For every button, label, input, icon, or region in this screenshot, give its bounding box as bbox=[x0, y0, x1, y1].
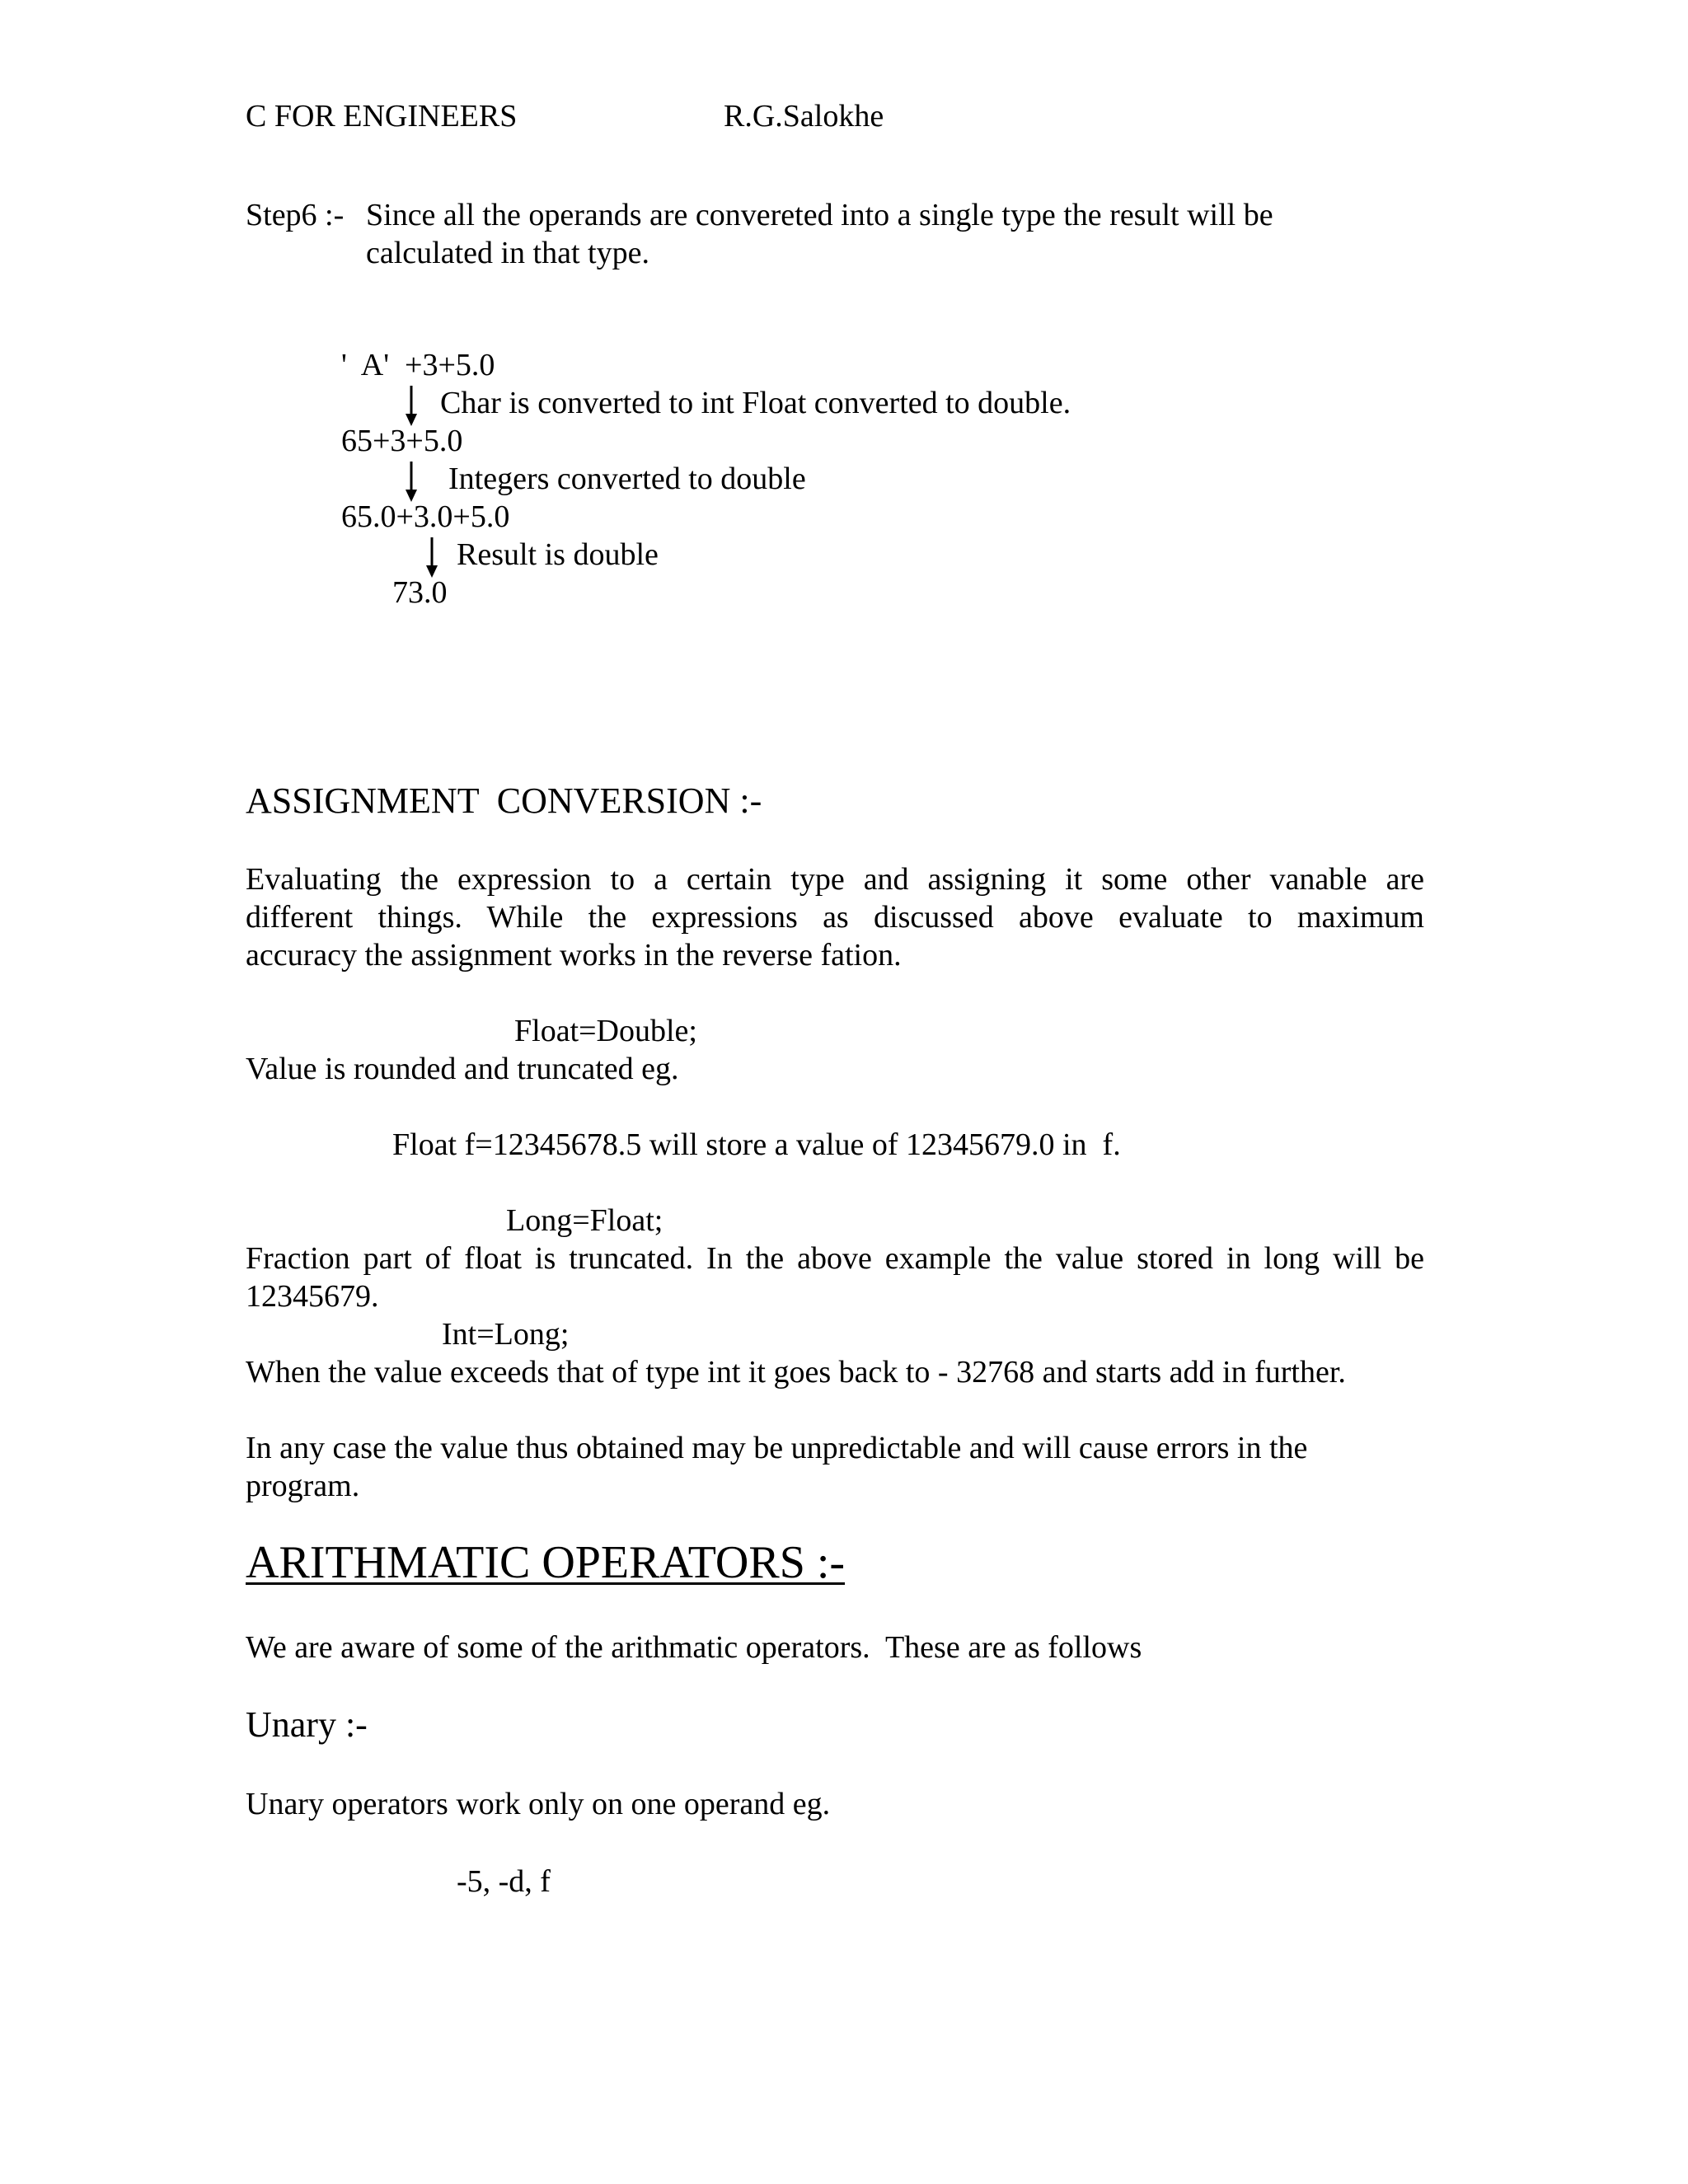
header-author: R.G.Salokhe bbox=[724, 99, 884, 134]
case-int-long-desc: When the value exceeds that of type int it goes back to - 32768 and starts add in further. bbox=[246, 1355, 1346, 1390]
arithmatic-intro: We are aware of some of the arithmatic operators. These are as follows bbox=[246, 1630, 1142, 1665]
case-float-double-desc: Value is rounded and truncated eg. bbox=[246, 1052, 679, 1086]
down-arrow-icon bbox=[403, 462, 420, 503]
assignment-closing-line2: program. bbox=[246, 1469, 360, 1503]
expr-char-int-float: ' A' +3+5.0 bbox=[341, 348, 495, 382]
arithmatic-heading: ARITHMATIC OPERATORS :- bbox=[246, 1537, 846, 1588]
down-arrow-icon bbox=[424, 537, 440, 579]
step6-label: Step6 :- bbox=[246, 198, 345, 232]
step6-line2: calculated in that type. bbox=[366, 236, 649, 270]
case-long-float-desc-line: 12345679. bbox=[246, 1279, 379, 1314]
header-title: C FOR ENGINEERS bbox=[246, 99, 518, 134]
expr-result: 73.0 bbox=[392, 575, 448, 610]
case-float-double: Float=Double; bbox=[514, 1014, 697, 1048]
case-long-float-desc-line: Fraction part of float is truncated. In the above example the value stored in long will be bbox=[246, 1241, 1424, 1276]
note-char-float-conversion: Char is converted to int Float converted to double. bbox=[440, 386, 1071, 420]
assignment-paragraph bbox=[246, 860, 1424, 974]
assignment-paragraph-line: accuracy the assignment works in the reverse fation. bbox=[246, 938, 902, 972]
expr-integers: 65+3+5.0 bbox=[341, 424, 463, 458]
assignment-paragraph-line: different things. While the expressions as discussed above evaluate to maximum bbox=[246, 900, 1424, 935]
unary-example: -5, -d, f bbox=[457, 1864, 551, 1899]
expr-doubles: 65.0+3.0+5.0 bbox=[341, 499, 510, 534]
unary-description: Unary operators work only on one operand eg. bbox=[246, 1787, 831, 1821]
case-int-long: Int=Long; bbox=[442, 1317, 570, 1352]
step6-line1: Since all the operands are convereted into a single type the result will be bbox=[366, 198, 1273, 232]
assignment-closing-line1: In any case the value thus obtained may be unpredictable and will cause errors in the bbox=[246, 1431, 1308, 1465]
note-integers-to-double: Integers converted to double bbox=[448, 462, 806, 496]
assignment-paragraph-line: Evaluating the expression to a certain type and assigning it some other vanable are bbox=[246, 862, 1424, 897]
case-long-float-desc bbox=[246, 1240, 1424, 1315]
case-float-double-example: Float f=12345678.5 will store a value of 12345679.0 in f. bbox=[392, 1127, 1121, 1162]
note-result-double: Result is double bbox=[457, 537, 659, 572]
assignment-heading: ASSIGNMENT CONVERSION :- bbox=[246, 780, 762, 821]
case-long-float: Long=Float; bbox=[506, 1203, 663, 1238]
down-arrow-icon bbox=[403, 386, 420, 427]
unary-heading: Unary :- bbox=[246, 1704, 368, 1745]
